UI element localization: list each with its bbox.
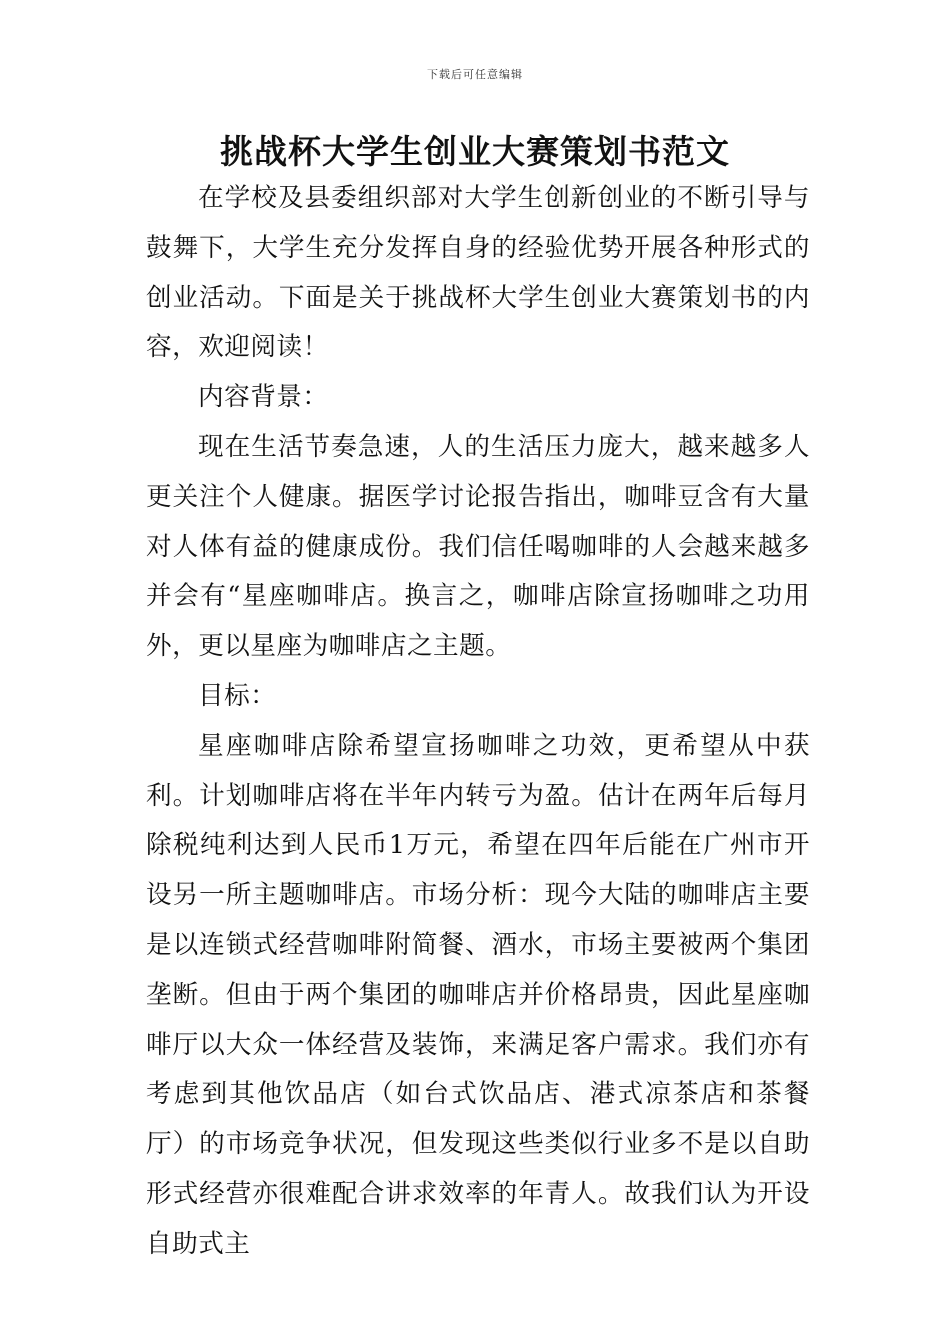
heading-background: 内容背景： xyxy=(198,382,329,413)
paragraph-intro: 在学校及县委组织部对大学生创新创业的不断引导与鼓舞下，大学生充分发挥自身的经验优势开展各种形式的创业活动。下面是关于挑战杯大学生创业大赛策划书的内容，欢迎阅读！ xyxy=(146,183,810,363)
heading-goal: 目标： xyxy=(198,680,277,711)
document-body xyxy=(146,174,810,1270)
document-title: 挑战杯大学生创业大赛策划书范文 xyxy=(220,132,730,171)
paragraph-background: 现在生活节奏急速，人的生活压力庞大，越来越多人更关注个人健康。据医学讨论报告指出，咖啡豆含有大量对人体有益的健康成份。我们信任喝咖啡的人会越来越多并会有“星座咖啡店。换言之，咖啡店除宣扬咖啡之功用外，更以星座为咖啡店之主题。 xyxy=(146,431,810,662)
header-note: 下载后可任意编辑 xyxy=(427,68,523,81)
paragraph-goal: 星座咖啡店除希望宣扬咖啡之功效，更希望从中获利。计划咖啡店将在半年内转亏为盈。估计在两年后每月除税纯利达到人民币1万元，希望在四年后能在广州市开设另一所主题咖啡店。市场分析：现今大陆的咖啡店主要是以连锁式经营咖啡附简餐、酒水，市场主要被两个集团垄断。但由于两个集团的咖啡店并价格昂贵，因此星座咖啡厅以大众一体经营及装饰，来满足客户需求。我们亦有考虑到其他饮品店（如台式饮品店、港式凉茶店和茶餐厅）的市场竞争状况，但发现这些类似行业多不是以自助形式经营亦很难配合讲求效率的年青人。故我们认为开设自助式主 xyxy=(146,730,810,1259)
